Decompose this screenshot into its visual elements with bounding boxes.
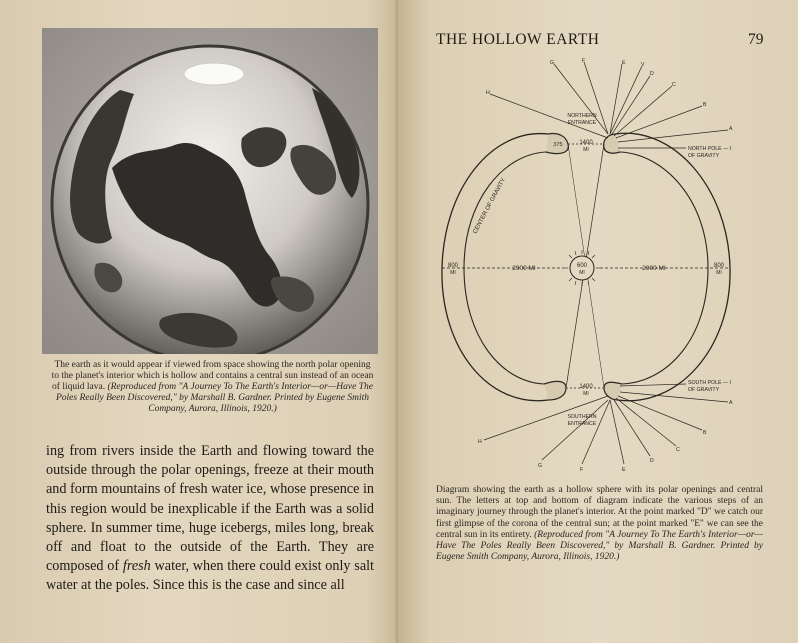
north-pole-label-1: NORTH POLE — I (688, 146, 732, 152)
letter-top-a: A (729, 126, 733, 132)
left-distance-label: 2900 MI (512, 265, 536, 272)
body-text-emphasis: fresh (122, 558, 151, 575)
letter-bottom-e: E (622, 467, 626, 473)
right-distance-label: 2900 MI (642, 265, 666, 272)
letter-top-d: D (650, 71, 654, 77)
photo-caption-text: The earth as it would appear if viewed from space showing the north polar opening to the planet's interior which is hollow and contains a central sun instead of an ocean of liquid lava. (51, 360, 374, 392)
south-pole-label-2: OF GRAVITY (688, 387, 720, 393)
right-shell-unit: MI (716, 270, 722, 276)
letter-top-e: E (622, 60, 626, 66)
diagram-caption (436, 485, 763, 563)
photo-caption-credit: (Reproduced from "A Journey To The Earth's Interior—or—Have The Poles Really Been Discovered," by Marshall B. Gardner. Printed by Eugene Smith Company, Aurora, Illinois, 1920.) (55, 382, 373, 414)
left-page (0, 0, 398, 643)
letter-top-h: H (486, 90, 490, 96)
running-head: THE HOLLOW EARTH (436, 31, 600, 48)
south-pole-label-1: SOUTH POLE — I (688, 380, 731, 386)
body-paragraph (46, 442, 374, 596)
north-opening-unit: MI (583, 147, 589, 153)
center-of-gravity-label: CENTER OF GRAVITY (472, 177, 507, 235)
northern-entrance-label-1: NORTHERN (567, 113, 597, 119)
letter-bottom-h: H (478, 439, 482, 445)
body-text-part-1: ing from rivers inside the Earth and flowing toward the outside through the polar openings, freeze at their mouth and form mountains of fresh water ice, whose presence in this region would be inexplicable if the Earth was a solid sphere. In summer time, huge icebergs, miles long, break off and float to the outside of the Earth. They are composed of (46, 443, 374, 575)
south-opening-value: 1400 (579, 384, 593, 390)
central-sun-unit: MI (579, 270, 585, 276)
letter-bottom-d: D (650, 458, 654, 464)
southern-entrance-label-1: SOUTHERN (567, 414, 597, 420)
photo-caption (50, 360, 375, 415)
letter-top-g: G (550, 60, 555, 66)
hollow-earth-diagram (432, 56, 772, 481)
letter-bottom-f: F (580, 467, 584, 473)
right-shell-value: 800 (713, 263, 725, 269)
south-opening-unit: MI (583, 391, 589, 397)
letter-top-f: F (582, 58, 586, 64)
southern-entrance-label-2: ENTRANCE (567, 421, 597, 427)
page-number: 79 (748, 31, 764, 48)
letter-bottom-b: B (703, 430, 707, 436)
diagram-svg (432, 56, 772, 481)
left-shell-unit: MI (450, 270, 456, 276)
letter-top-v: V (641, 62, 645, 68)
hollow-earth-photo (42, 28, 378, 354)
diagram-caption-text: Diagram showing the earth as a hollow sphere with its polar openings and central sun. The letters at top and bottom of diagram indicate the various steps of an imaginary journey through the planet's interior. At the point marked "D" we catch our first glimpse of the corona of the central sun; at the point marked "E" we can see the central sun in its entirety. (436, 485, 763, 540)
letter-bottom-g: G (538, 463, 543, 469)
letter-top-b: B (703, 102, 707, 108)
north-pole-label-2: OF GRAVITY (688, 153, 720, 159)
left-shell-value: 800 (447, 263, 459, 269)
north-opening-value: 1400 (579, 140, 593, 146)
earth-globe-image (42, 28, 378, 354)
northern-entrance-label-2: ENTRANCE (567, 120, 597, 126)
top-left-small-value: 375 (553, 142, 563, 148)
body-text-part-2: water, when there could exist only salt water at the poles. Since this is the case and since all (46, 558, 374, 594)
letter-bottom-a: A (729, 400, 733, 406)
diagram-caption-credit: (Reproduced from "A Journey To The Earth's Interior—or—Have The Poles Really Been Discovered," by Marshall B. Gardner. Printed by Eugene Smith Company, Aurora, Illinois, 1920.) (436, 529, 763, 563)
letter-top-c: C (672, 82, 676, 88)
central-sun-value: 600 (576, 263, 588, 269)
letter-bottom-c: C (676, 447, 680, 453)
